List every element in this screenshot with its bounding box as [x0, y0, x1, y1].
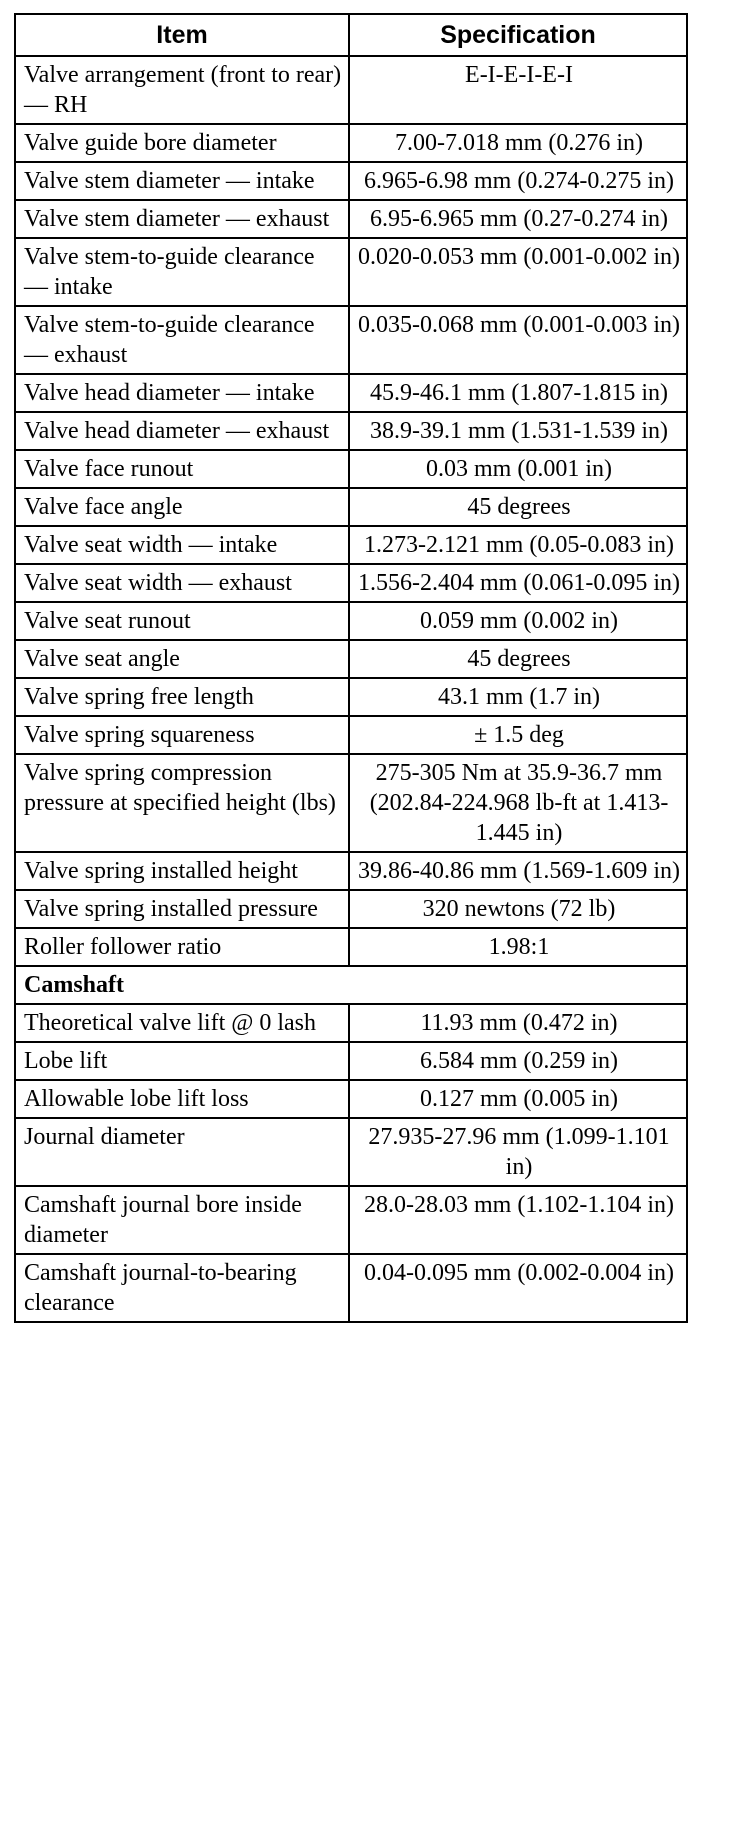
- item-cell: Valve seat width — intake: [15, 526, 349, 564]
- table-row: [15, 1186, 687, 1254]
- table-row: [15, 640, 687, 678]
- spec-cell: 7.00-7.018 mm (0.276 in): [349, 124, 687, 162]
- spec-cell: 0.03 mm (0.001 in): [349, 450, 687, 488]
- section-title: Camshaft: [15, 966, 687, 1004]
- item-cell: Valve stem diameter — intake: [15, 162, 349, 200]
- table-row: [15, 488, 687, 526]
- table-row: [15, 928, 687, 966]
- column-header-item: Item: [15, 14, 349, 56]
- item-cell: Valve spring free length: [15, 678, 349, 716]
- item-cell: Valve spring squareness: [15, 716, 349, 754]
- spec-cell: 45.9-46.1 mm (1.807-1.815 in): [349, 374, 687, 412]
- table-row: [15, 1080, 687, 1118]
- section-header-row: [15, 966, 687, 1004]
- spec-cell: 43.1 mm (1.7 in): [349, 678, 687, 716]
- spec-cell: 275-305 Nm at 35.9-36.7 mm (202.84-224.968 lb-ft at 1.413-1.445 in): [349, 754, 687, 852]
- item-cell: Camshaft journal-to-bearing clearance: [15, 1254, 349, 1322]
- spec-cell: 0.04-0.095 mm (0.002-0.004 in): [349, 1254, 687, 1322]
- table-row: [15, 1004, 687, 1042]
- table-row: [15, 526, 687, 564]
- table-row: [15, 1118, 687, 1186]
- table-row: [15, 1042, 687, 1080]
- spec-cell: E-I-E-I-E-I: [349, 56, 687, 124]
- item-cell: Valve head diameter — intake: [15, 374, 349, 412]
- spec-cell: 28.0-28.03 mm (1.102-1.104 in): [349, 1186, 687, 1254]
- table-row: [15, 124, 687, 162]
- item-cell: Valve spring installed pressure: [15, 890, 349, 928]
- spec-cell: 6.584 mm (0.259 in): [349, 1042, 687, 1080]
- spec-cell: 27.935-27.96 mm (1.099-1.101 in): [349, 1118, 687, 1186]
- spec-cell: 39.86-40.86 mm (1.569-1.609 in): [349, 852, 687, 890]
- spec-cell: 0.035-0.068 mm (0.001-0.003 in): [349, 306, 687, 374]
- item-cell: Valve spring compression pressure at specified height (lbs): [15, 754, 349, 852]
- spec-cell: 1.273-2.121 mm (0.05-0.083 in): [349, 526, 687, 564]
- table-row: [15, 678, 687, 716]
- table-row: [15, 890, 687, 928]
- item-cell: Valve guide bore diameter: [15, 124, 349, 162]
- table-row: [15, 450, 687, 488]
- spec-cell: 0.020-0.053 mm (0.001-0.002 in): [349, 238, 687, 306]
- spec-cell: 45 degrees: [349, 640, 687, 678]
- item-cell: Camshaft journal bore inside diameter: [15, 1186, 349, 1254]
- spec-cell: 6.965-6.98 mm (0.274-0.275 in): [349, 162, 687, 200]
- item-cell: Allowable lobe lift loss: [15, 1080, 349, 1118]
- table-row: [15, 162, 687, 200]
- table-row: [15, 602, 687, 640]
- item-cell: Valve seat width — exhaust: [15, 564, 349, 602]
- item-cell: Valve seat runout: [15, 602, 349, 640]
- table-row: [15, 1254, 687, 1322]
- table-row: [15, 754, 687, 852]
- table-row: [15, 716, 687, 754]
- spec-cell: 0.059 mm (0.002 in): [349, 602, 687, 640]
- item-cell: Valve spring installed height: [15, 852, 349, 890]
- spec-cell: ± 1.5 deg: [349, 716, 687, 754]
- table-row: [15, 412, 687, 450]
- spec-cell: 1.98:1: [349, 928, 687, 966]
- table-row: [15, 56, 687, 124]
- item-cell: Roller follower ratio: [15, 928, 349, 966]
- spec-cell: 320 newtons (72 lb): [349, 890, 687, 928]
- table-row: [15, 374, 687, 412]
- item-cell: Lobe lift: [15, 1042, 349, 1080]
- table-row: [15, 306, 687, 374]
- spec-cell: 6.95-6.965 mm (0.27-0.274 in): [349, 200, 687, 238]
- table-row: [15, 564, 687, 602]
- item-cell: Valve arrangement (front to rear) — RH: [15, 56, 349, 124]
- item-cell: Valve stem-to-guide clearance — exhaust: [15, 306, 349, 374]
- spec-cell: 1.556-2.404 mm (0.061-0.095 in): [349, 564, 687, 602]
- item-cell: Valve face runout: [15, 450, 349, 488]
- item-cell: Theoretical valve lift @ 0 lash: [15, 1004, 349, 1042]
- table-row: [15, 200, 687, 238]
- item-cell: Valve seat angle: [15, 640, 349, 678]
- spec-table: [14, 13, 688, 1323]
- table-row: [15, 852, 687, 890]
- spec-cell: 0.127 mm (0.005 in): [349, 1080, 687, 1118]
- item-cell: Valve head diameter — exhaust: [15, 412, 349, 450]
- column-header-specification: Specification: [349, 14, 687, 56]
- item-cell: Journal diameter: [15, 1118, 349, 1186]
- item-cell: Valve stem-to-guide clearance — intake: [15, 238, 349, 306]
- spec-cell: 45 degrees: [349, 488, 687, 526]
- header-row: [15, 14, 687, 56]
- table-row: [15, 238, 687, 306]
- spec-cell: 11.93 mm (0.472 in): [349, 1004, 687, 1042]
- item-cell: Valve face angle: [15, 488, 349, 526]
- spec-cell: 38.9-39.1 mm (1.531-1.539 in): [349, 412, 687, 450]
- item-cell: Valve stem diameter — exhaust: [15, 200, 349, 238]
